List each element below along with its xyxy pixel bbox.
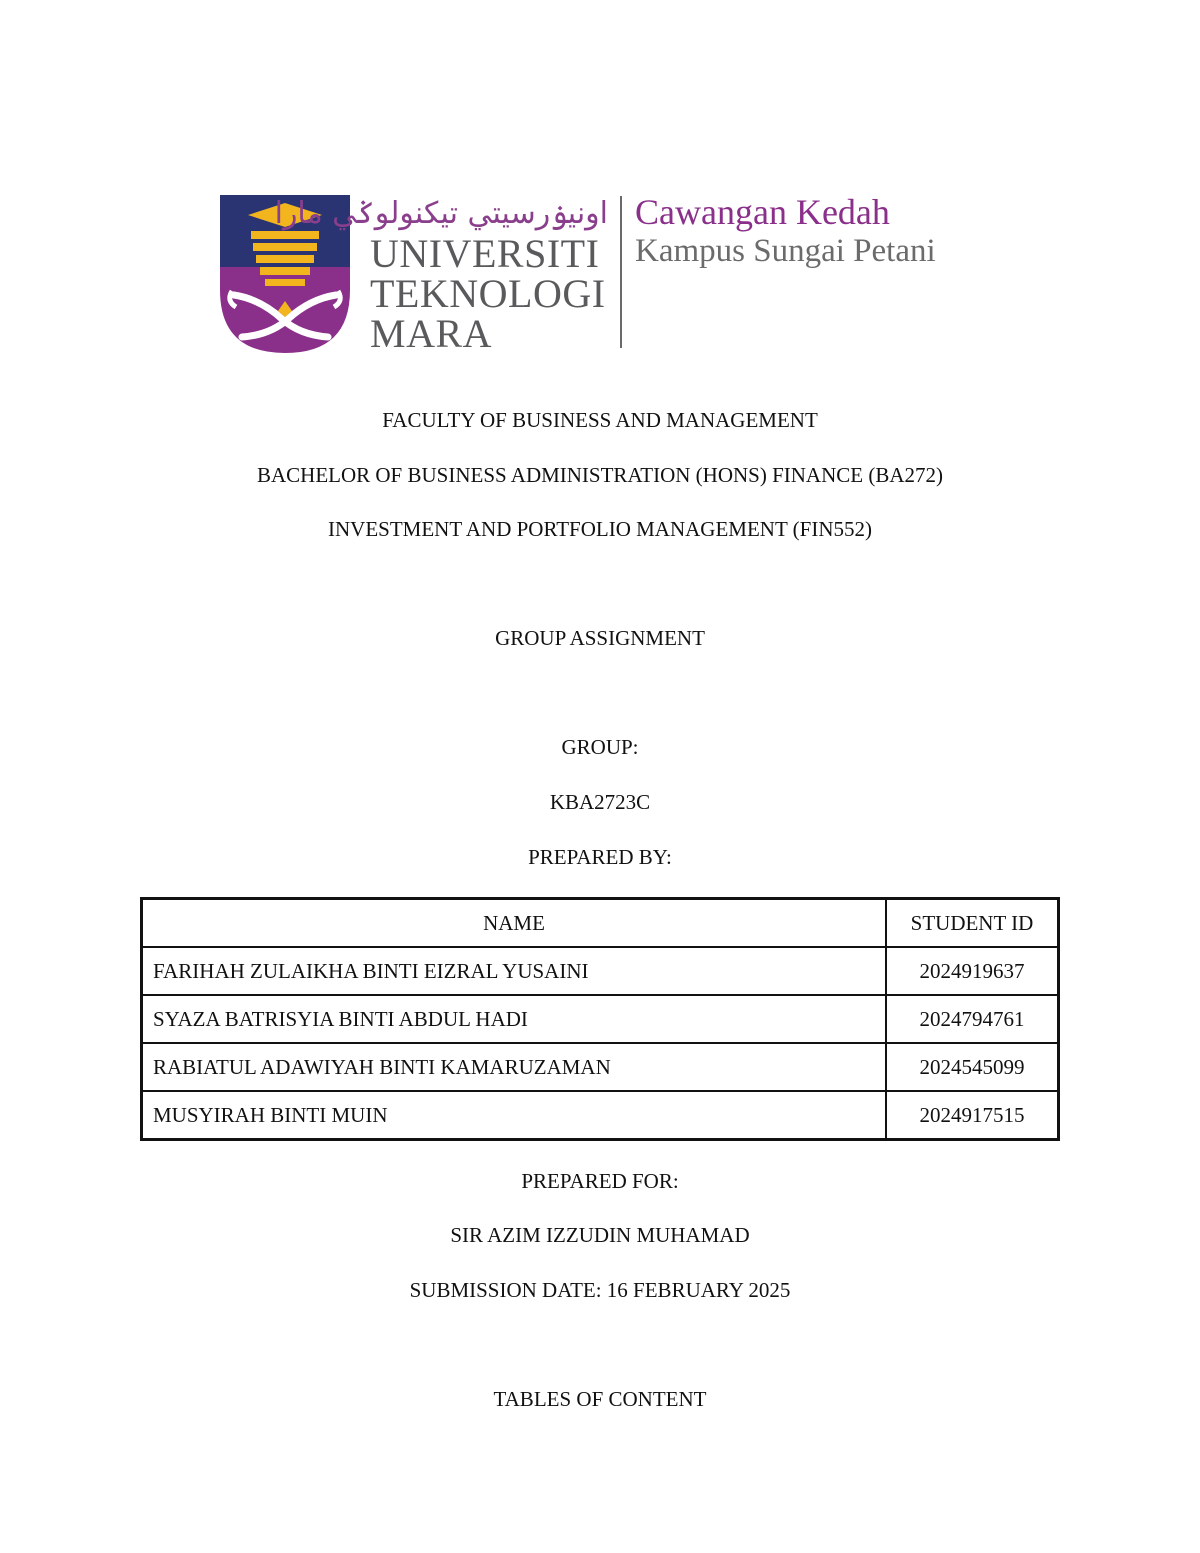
submission-date: SUBMISSION DATE: 16 FEBRUARY 2025 [409,1278,791,1302]
university-logo [220,192,990,354]
group-label: GROUP: [561,735,639,759]
course-title: INVESTMENT AND PORTFOLIO MANAGEMENT (FIN552) [328,517,872,541]
campus-branch: Cawangan Kedah [635,192,890,232]
jawi-script-name: اونيۏرسيتي تيکنولوݢي مارا [274,196,608,231]
programme-title: BACHELOR OF BUSINESS ADMINISTRATION (HONS) FINANCE (BA272) [256,463,944,487]
toc-heading: TABLES OF CONTENT [493,1387,707,1411]
column-header-student-id: STUDENT ID [886,899,1059,948]
prepared-for-label: PREPARED FOR: [521,1169,679,1193]
member-name: SYAZA BATRISYIA BINTI ABDUL HADI [142,995,887,1043]
prepared-by-label: PREPARED BY: [528,845,672,869]
table-row [142,995,1059,1043]
column-header-name: NAME [142,899,887,948]
table-header-row [142,899,1059,948]
faculty-title: FACULTY OF BUSINESS AND MANAGEMENT [382,408,818,432]
table-row [142,1043,1059,1091]
assignment-type: GROUP ASSIGNMENT [495,626,705,650]
member-student-id: 2024794761 [886,995,1059,1043]
member-name: MUSYIRAH BINTI MUIN [142,1091,887,1140]
member-name: RABIATUL ADAWIYAH BINTI KAMARUZAMAN [142,1043,887,1091]
member-student-id: 2024917515 [886,1091,1059,1140]
table-row [142,947,1059,995]
wordmark-mara: MARA [370,311,493,356]
lecturer-name: SIR AZIM IZZUDIN MUHAMAD [450,1223,750,1247]
university-wordmark [274,192,615,356]
group-code: KBA2723C [549,790,651,814]
wordmark-teknologi: TEKNOLOGI [370,271,606,316]
campus-location: Kampus Sungai Petani [635,233,936,269]
member-student-id: 2024545099 [886,1043,1059,1091]
table-row [142,1091,1059,1140]
member-name: FARIHAH ZULAIKHA BINTI EIZRAL YUSAINI [142,947,887,995]
wordmark-universiti: UNIVERSITI [370,231,600,276]
members-table [140,897,1060,1141]
logo-divider [620,196,622,348]
member-student-id: 2024919637 [886,947,1059,995]
campus-name [635,192,936,270]
